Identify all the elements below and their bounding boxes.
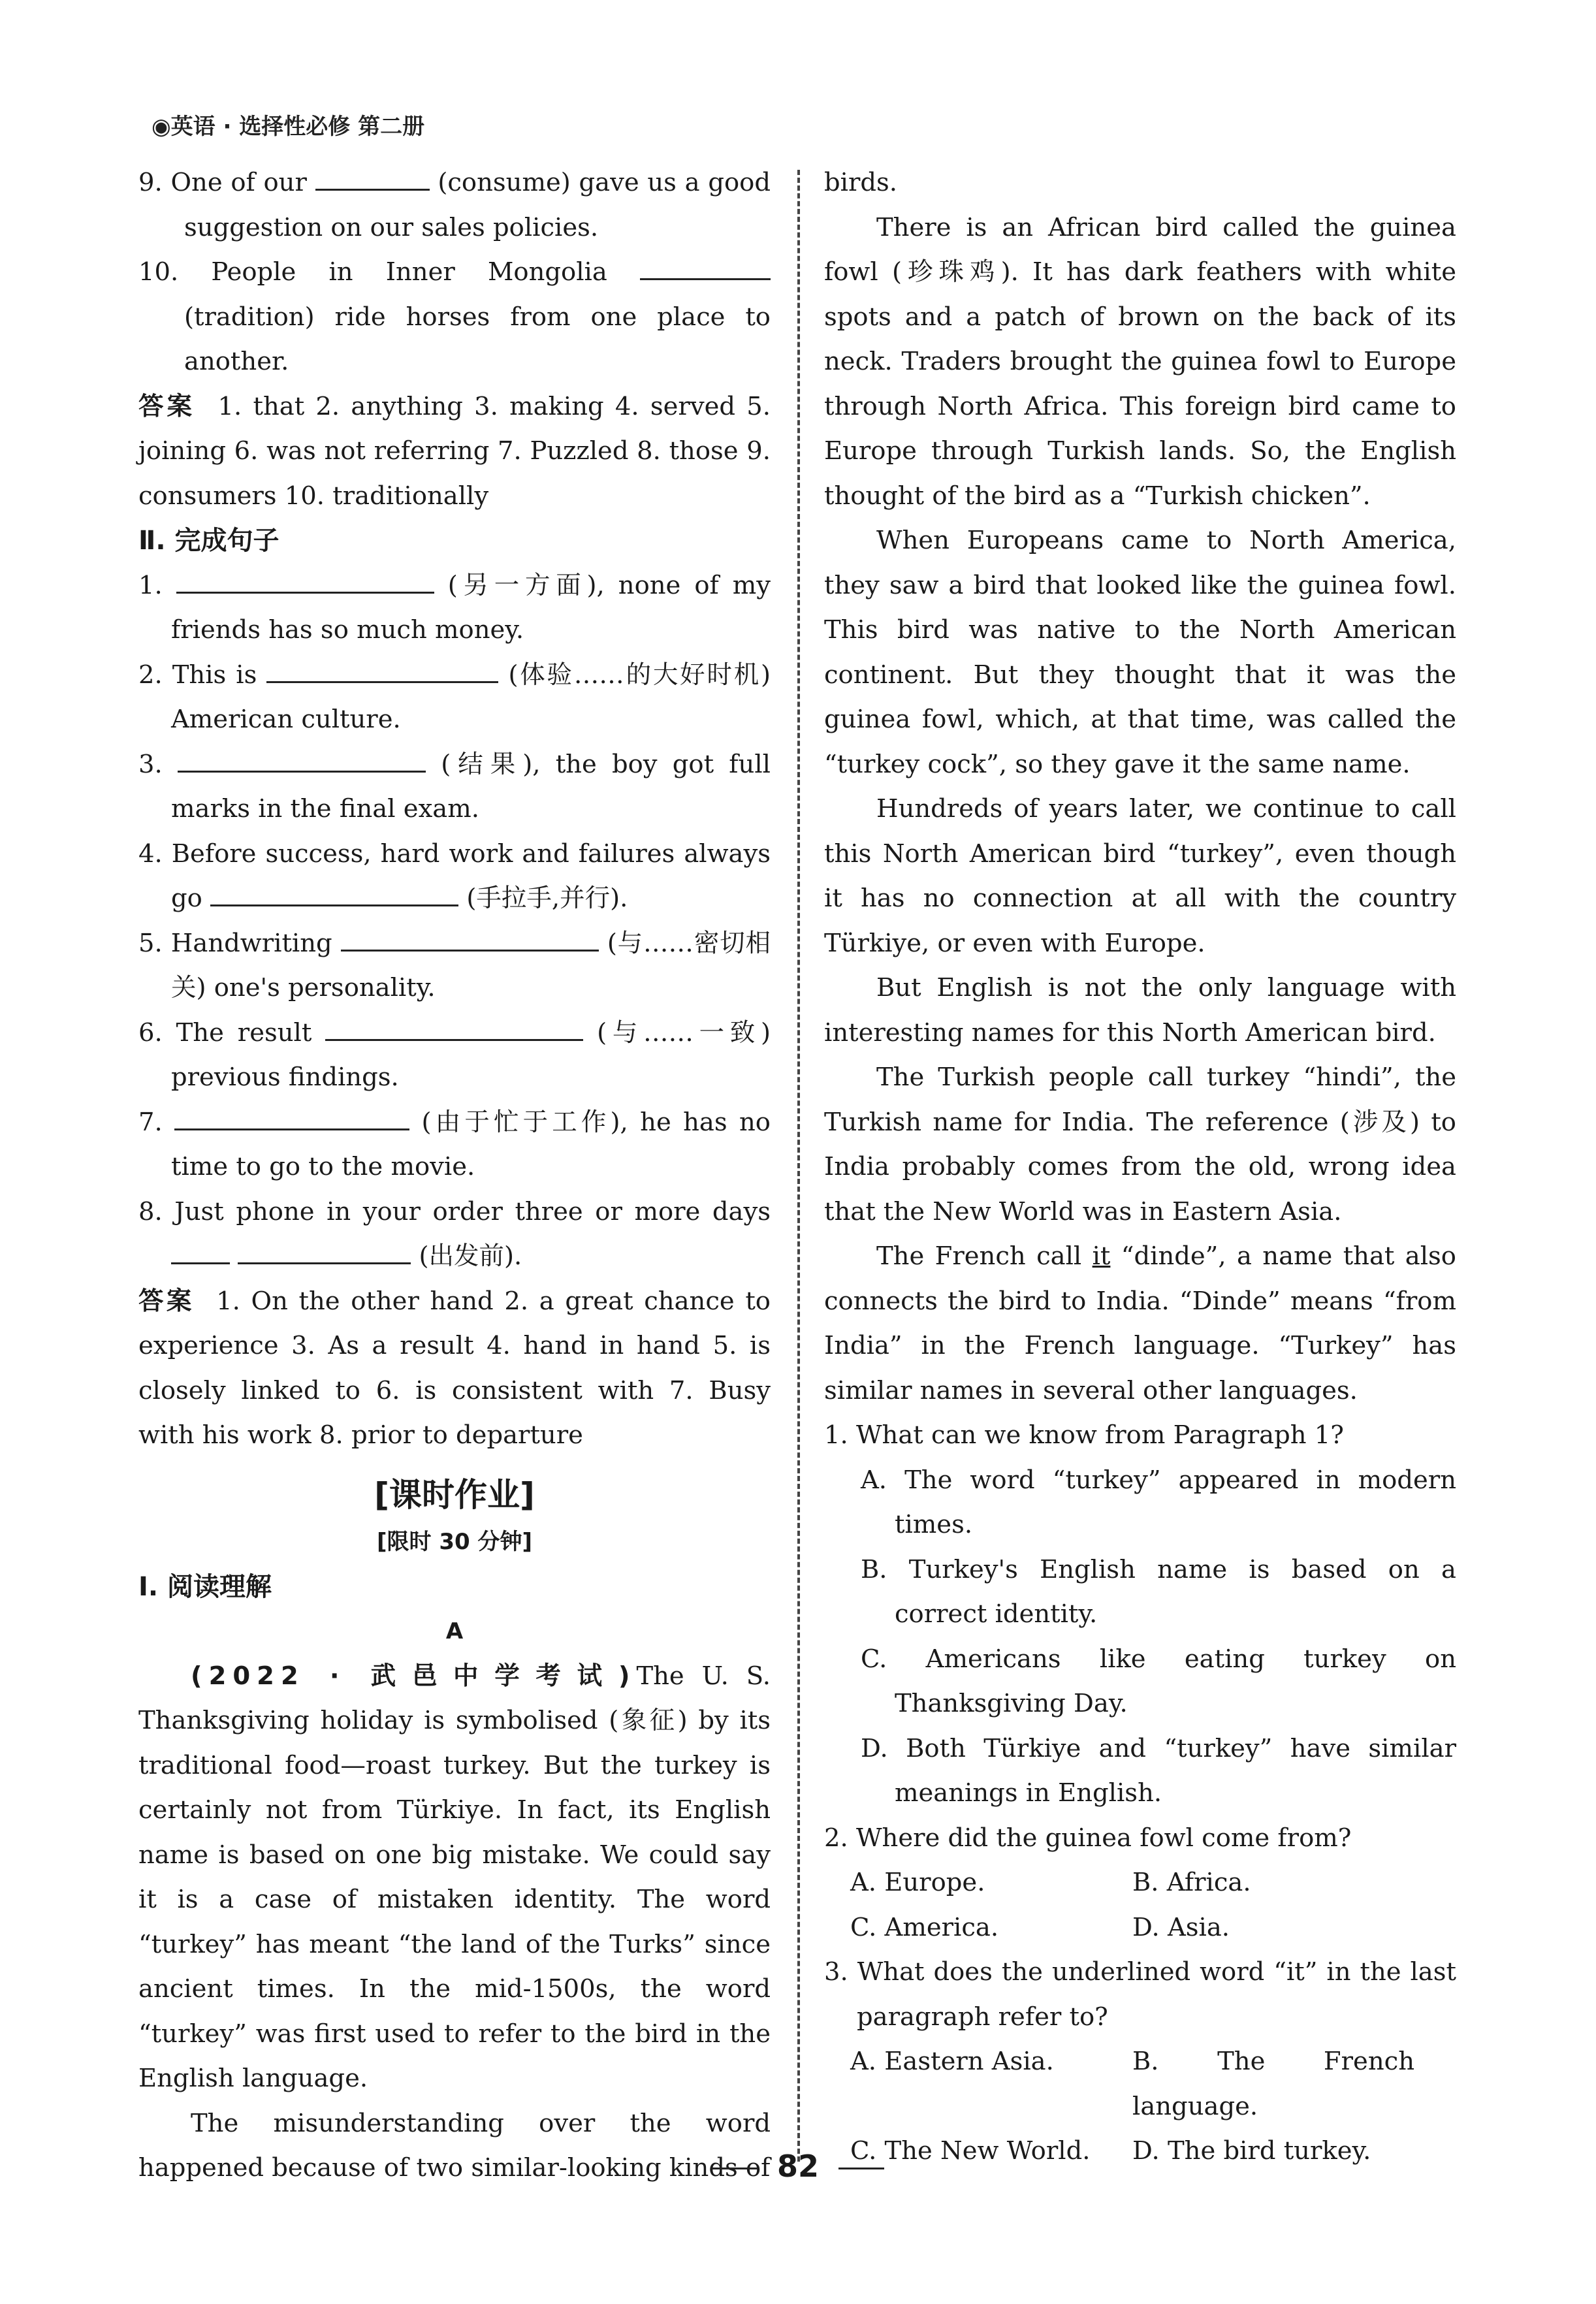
option-2d[interactable]: D. Asia. bbox=[1132, 1912, 1230, 1942]
answer-blank[interactable] bbox=[325, 1013, 583, 1041]
source-tag: (2022 · 武邑中学考试) bbox=[191, 1661, 637, 1691]
option-3b[interactable]: B. The French language. bbox=[1132, 2047, 1414, 2121]
answer-blank[interactable] bbox=[178, 744, 426, 773]
option-3a[interactable]: A. Eastern Asia. bbox=[850, 2047, 1054, 2076]
time-limit: [限时 30 分钟] bbox=[376, 1529, 533, 1555]
answer-blank[interactable] bbox=[210, 878, 458, 906]
page-header: ◉英语 · 选择性必修 第二册 bbox=[152, 114, 425, 140]
exercise-item-10: 10. People in Inner Mongolia (tradition) ride horses from one place to another. bbox=[138, 250, 771, 385]
passage-paragraph-5: Hundreds of years later, we continue to call this North American bird “turkey”, even though it has no connection at all with the country Türkiye, or even with Europe. bbox=[824, 794, 1456, 958]
answer-key-1: 答案 1. that 2. anything 3. making 4. served 5. joining 6. was not referring 7. Puzzled 8. those 9. consumers 10. traditionally bbox=[138, 391, 771, 511]
option-2c[interactable]: C. America. bbox=[850, 1912, 999, 1942]
passage-paragraph-6: But English is not the only language with interesting names for this North American bird. bbox=[824, 973, 1456, 1048]
answer-blank[interactable] bbox=[174, 1102, 409, 1130]
passage-paragraph-7: The Turkish people call turkey “hindi”, the Turkish name for India. The reference (涉及) to India probably comes from the old, wrong idea that the New World was in Eastern Asia. bbox=[824, 1063, 1456, 1226]
sentence-item-5: 5. Handwriting (与……密切相关) one's personality. bbox=[138, 921, 771, 1011]
sentence-item-2: 2. This is (体验……的大好时机) American culture. bbox=[138, 653, 771, 743]
options-3-row-1 bbox=[824, 2040, 1456, 2129]
sentence-item-1: 1. (另一方面), none of my friends has so much money. bbox=[138, 564, 771, 653]
answer-blank[interactable] bbox=[266, 655, 498, 683]
exercise-item-9: 9. One of our (consume) gave us a good suggestion on our sales policies. bbox=[138, 161, 771, 250]
homework-title: [课时作业] bbox=[374, 1475, 535, 1514]
answer-blank[interactable] bbox=[315, 163, 430, 191]
question-1: 1. What can we know from Paragraph 1? bbox=[824, 1420, 1344, 1450]
option-2a[interactable]: A. Europe. bbox=[850, 1868, 985, 1897]
passage-paragraph-4: When Europeans came to North America, they saw a bird that looked like the guinea fowl. This bird was native to the North American continent. But they thought that it was the guinea fowl, which, at that time, was called the “turkey cock”, so they gave it the same name. bbox=[824, 526, 1456, 779]
underlined-word: it bbox=[1092, 1241, 1111, 1271]
answer-blank[interactable] bbox=[171, 1236, 230, 1264]
option-1d[interactable]: D. Both Türkiye and “turkey” have similar meanings in English. bbox=[861, 1733, 1456, 1808]
option-1a[interactable]: A. The word “turkey” appeared in modern times. bbox=[861, 1465, 1456, 1539]
passage-paragraph-2: The misunderstanding over the word happened because of two similar-looking kinds of bbox=[138, 2108, 771, 2183]
passage-paragraph-8: The French call it “dinde”, a name that also connects the bird to India. “Dinde” means “from India” in the French language. “Turkey” has similar names in several other languages. bbox=[824, 1241, 1456, 1405]
sentence-item-4: 4. Before success, hard work and failures always go (手拉手,并行). bbox=[138, 839, 771, 913]
sentence-item-7: 7. (由于忙于工作), he has no time to go to the movie. bbox=[138, 1100, 771, 1190]
sentence-item-8: 8. Just phone in your order three or more days (出发前). bbox=[138, 1196, 771, 1271]
answer-blank[interactable] bbox=[640, 252, 771, 280]
right-column bbox=[824, 161, 1456, 2174]
sentence-item-6: 6. The result (与……一致) previous findings. bbox=[138, 1011, 771, 1100]
left-column bbox=[138, 161, 771, 2191]
answer-blank[interactable] bbox=[238, 1236, 411, 1264]
options-2-row-1 bbox=[824, 1861, 1456, 1906]
answer-blank[interactable] bbox=[341, 923, 599, 952]
sentence-item-3: 3. (结果), the boy got full marks in the final exam. bbox=[138, 743, 771, 832]
answer-blank[interactable] bbox=[176, 566, 434, 594]
passage-continuation: birds. bbox=[824, 168, 898, 197]
page-number: 82 bbox=[0, 2149, 1596, 2184]
column-divider bbox=[797, 170, 800, 2162]
option-1c[interactable]: C. Americans like eating turkey on Thanksgiving Day. bbox=[861, 1644, 1456, 1718]
answer-key-2: 答案 1. On the other hand 2. a great chance to experience 3. As a result 4. hand in hand 5. is closely linked to 6. is consistent with 7. Busy with his work 8. prior to departure bbox=[138, 1286, 771, 1450]
question-3: 3. What does the underlined word “it” in the last paragraph refer to? bbox=[824, 1957, 1456, 2032]
option-2b[interactable]: B. Africa. bbox=[1132, 1868, 1251, 1897]
passage-label: A bbox=[445, 1618, 464, 1644]
options-2-row-2 bbox=[824, 1906, 1456, 1951]
passage-paragraph-1: (2022 · 武邑中学考试)The U. S. Thanksgiving holiday is symbolised (象征) by its traditional food—roast turkey. But the turkey is certainly not from Türkiye. In fact, its English name is based on one big mistake. We could say it is a case of mistaken identity. The word “turkey” has meant “the land of the Turks” since ancient times. In the mid-1500s, the word “turkey” was first used to refer to the bird in the English language. bbox=[138, 1661, 771, 2093]
option-3d[interactable]: D. The bird turkey. bbox=[1132, 2136, 1371, 2166]
question-2: 2. Where did the guinea fowl come from? bbox=[824, 1823, 1352, 1853]
section-heading-reading: Ⅰ. 阅读理解 bbox=[138, 1571, 272, 1602]
passage-paragraph-3: There is an African bird called the guinea fowl (珍珠鸡). It has dark feathers with white spots and a patch of brown on the back of its neck. Traders brought the guinea fowl to Europe through North Africa. This foreign bird came to Europe through Turkish lands. So, the English thought of the bird as a “Turkish chicken”. bbox=[824, 212, 1456, 511]
option-3c[interactable]: C. The New World. bbox=[850, 2136, 1091, 2166]
section-heading-complete-sentences: Ⅱ. 完成句子 bbox=[138, 526, 279, 556]
option-1b[interactable]: B. Turkey's English name is based on a correct identity. bbox=[861, 1554, 1456, 1629]
